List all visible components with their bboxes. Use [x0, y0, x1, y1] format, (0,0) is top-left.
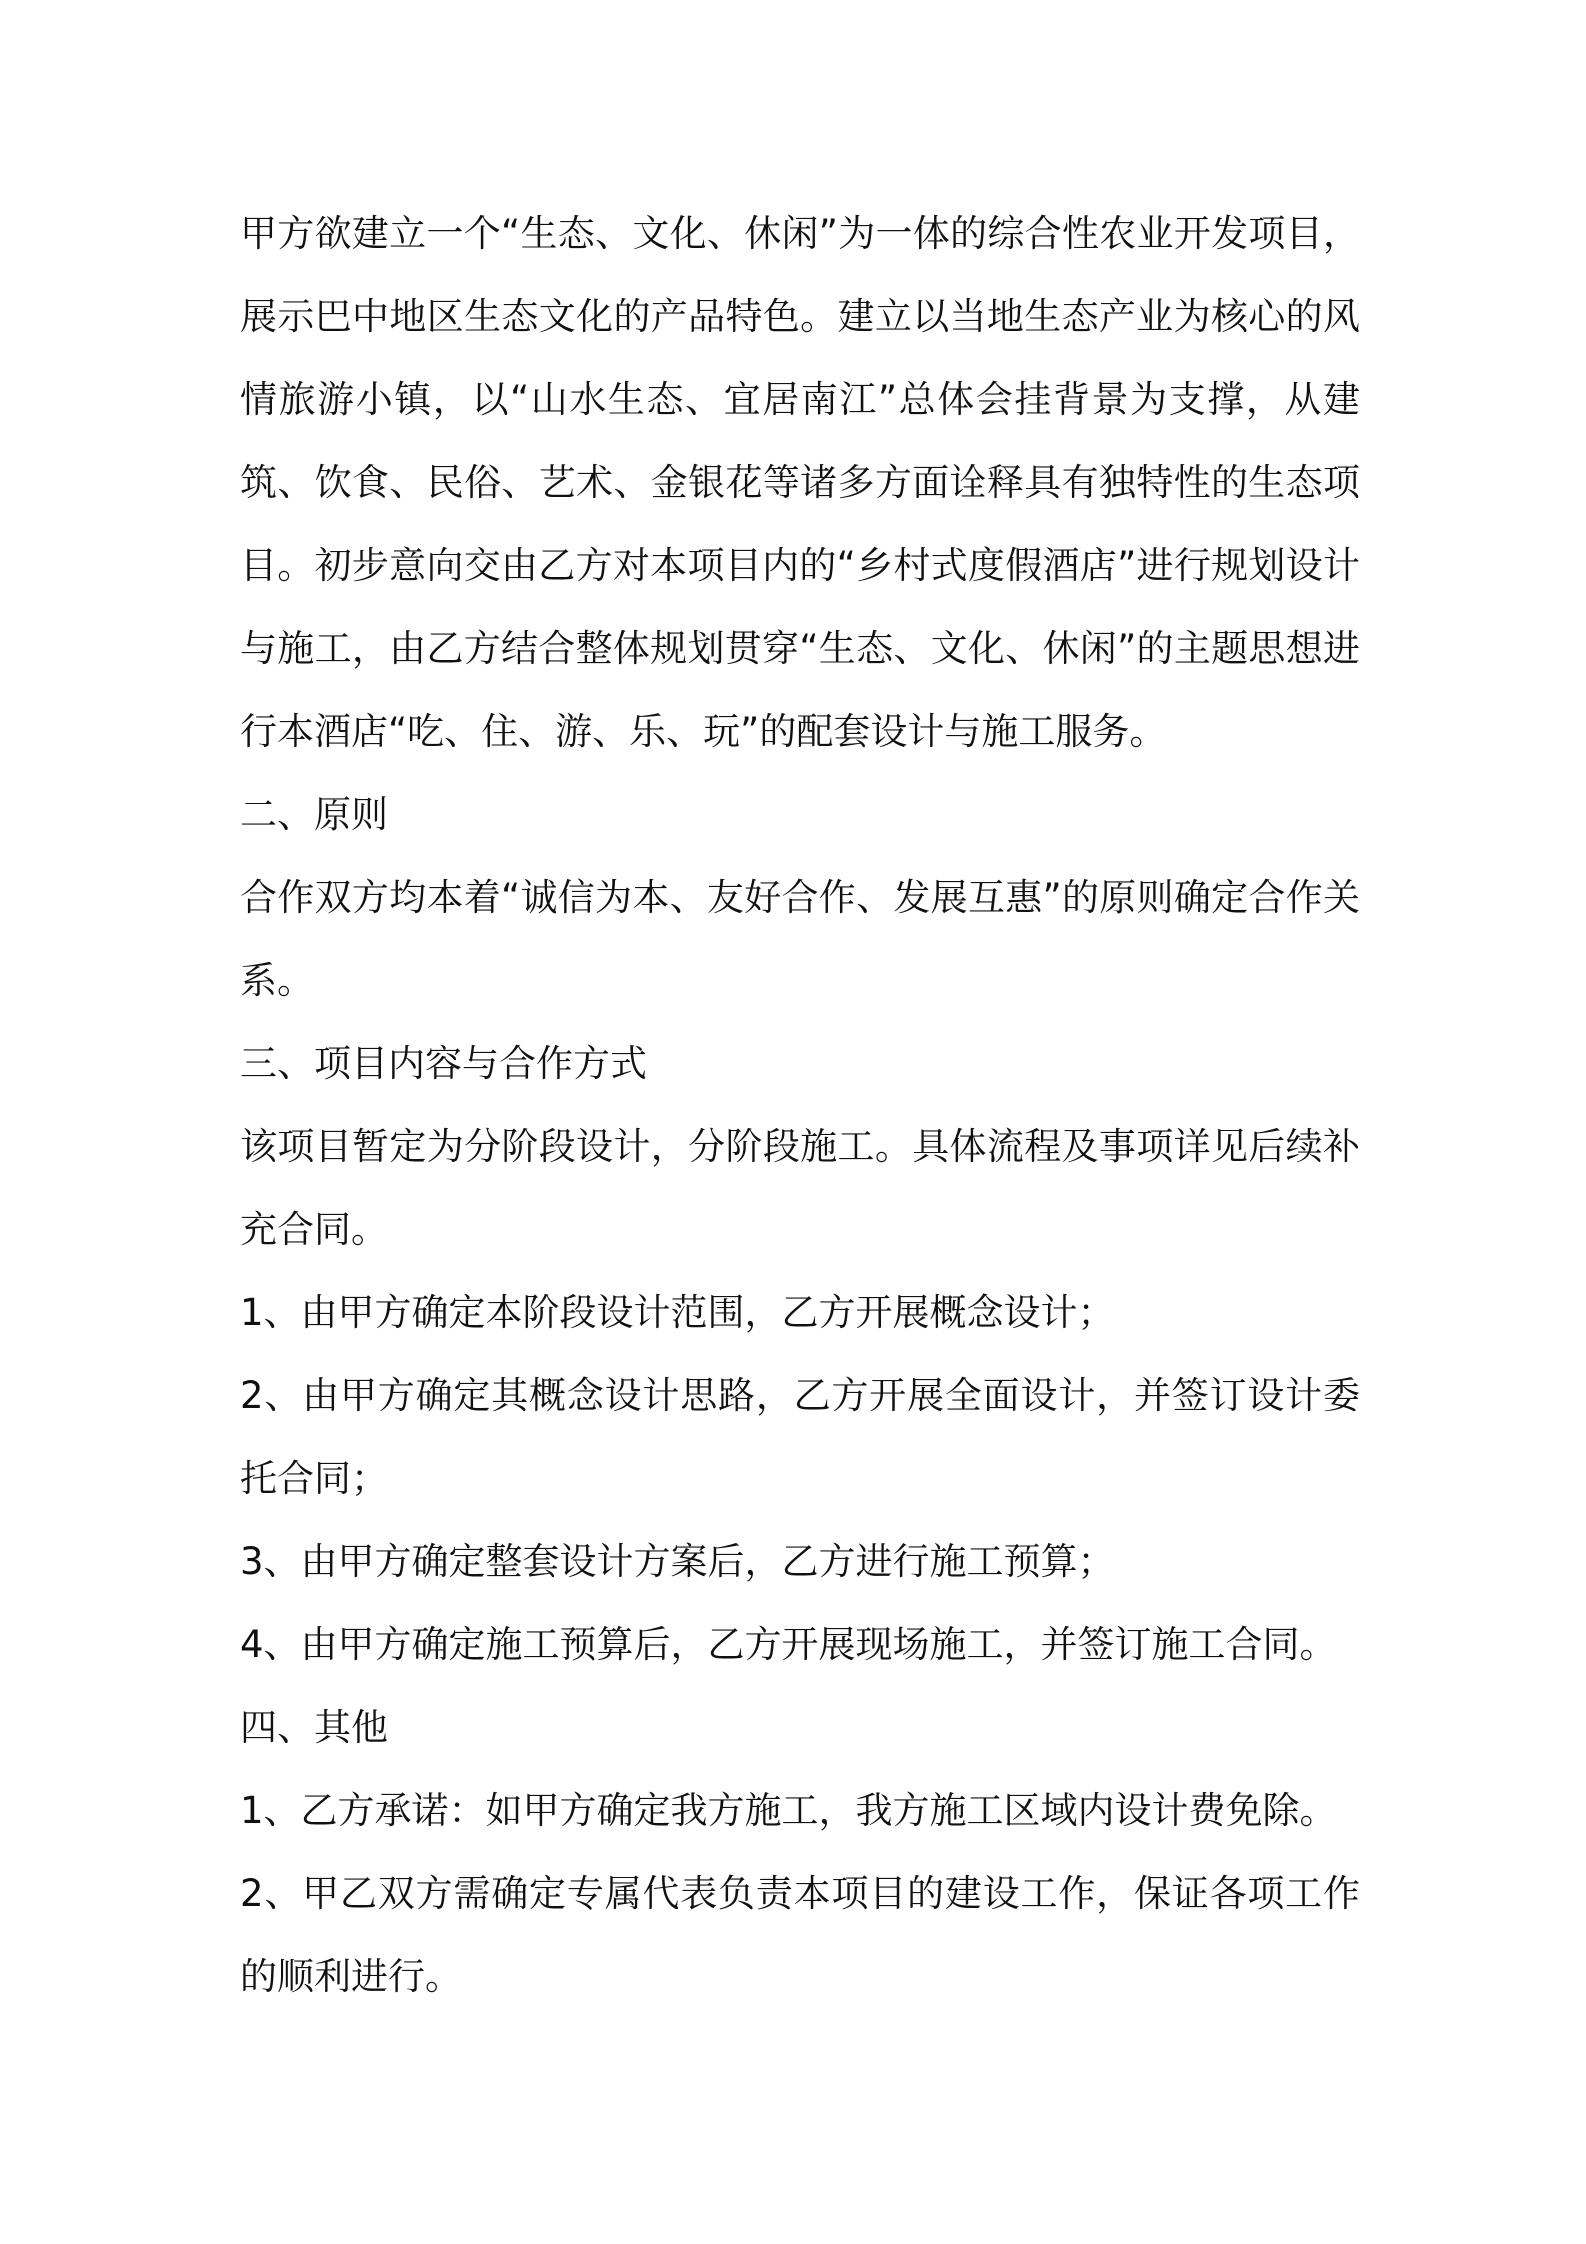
heading-principles: 二、原则	[240, 793, 388, 836]
list-item-step-4: 4、由甲方确定施工预算后，乙方开展现场施工，并签订施工合同。	[240, 1623, 1337, 1666]
paragraph-project-intro: 甲方欲建立一个“生态、文化、休闲”为一体的综合性农业开发项目，展示巴中地区生态文化的产品特色。建立以当地生态产业为核心的风情旅游小镇，以“山水生态、宜居南江”总体会挂背景为支撑，从建筑、饮食、民俗、艺术、金银花等诸多方面诠释具有独特性的生态项目。初步意向交由乙方对本项目内的“乡村式度假酒店”进行规划设计与施工，由乙方结合整体规划贯穿“生态、文化、休闲”的主题思想进行本酒店“吃、住、游、乐、玩”的配套设计与施工服务。	[240, 212, 1360, 753]
list-item-step-2: 2、由甲方确定其概念设计思路，乙方开展全面设计，并签订设计委托合同；	[240, 1374, 1360, 1500]
list-item-other-1: 1、乙方承诺：如甲方确定我方施工，我方施工区域内设计费免除。	[240, 1789, 1337, 1832]
paragraph-principles: 合作双方均本着“诚信为本、友好合作、发展互惠”的原则确定合作关系。	[240, 876, 1360, 1002]
list-item-step-1: 1、由甲方确定本阶段设计范围，乙方开展概念设计；	[240, 1291, 1115, 1334]
heading-other: 四、其他	[240, 1706, 388, 1749]
list-item-step-3: 3、由甲方确定整套设计方案后，乙方进行施工预算；	[240, 1540, 1115, 1583]
heading-project-content: 三、项目内容与合作方式	[240, 1042, 647, 1085]
list-item-other-2: 2、甲乙双方需确定专属代表负责本项目的建设工作，保证各项工作的顺利进行。	[240, 1872, 1360, 1998]
document-body	[240, 192, 1360, 2018]
paragraph-phased-design: 该项目暂定为分阶段设计，分阶段施工。具体流程及事项详见后续补充合同。	[240, 1125, 1360, 1251]
